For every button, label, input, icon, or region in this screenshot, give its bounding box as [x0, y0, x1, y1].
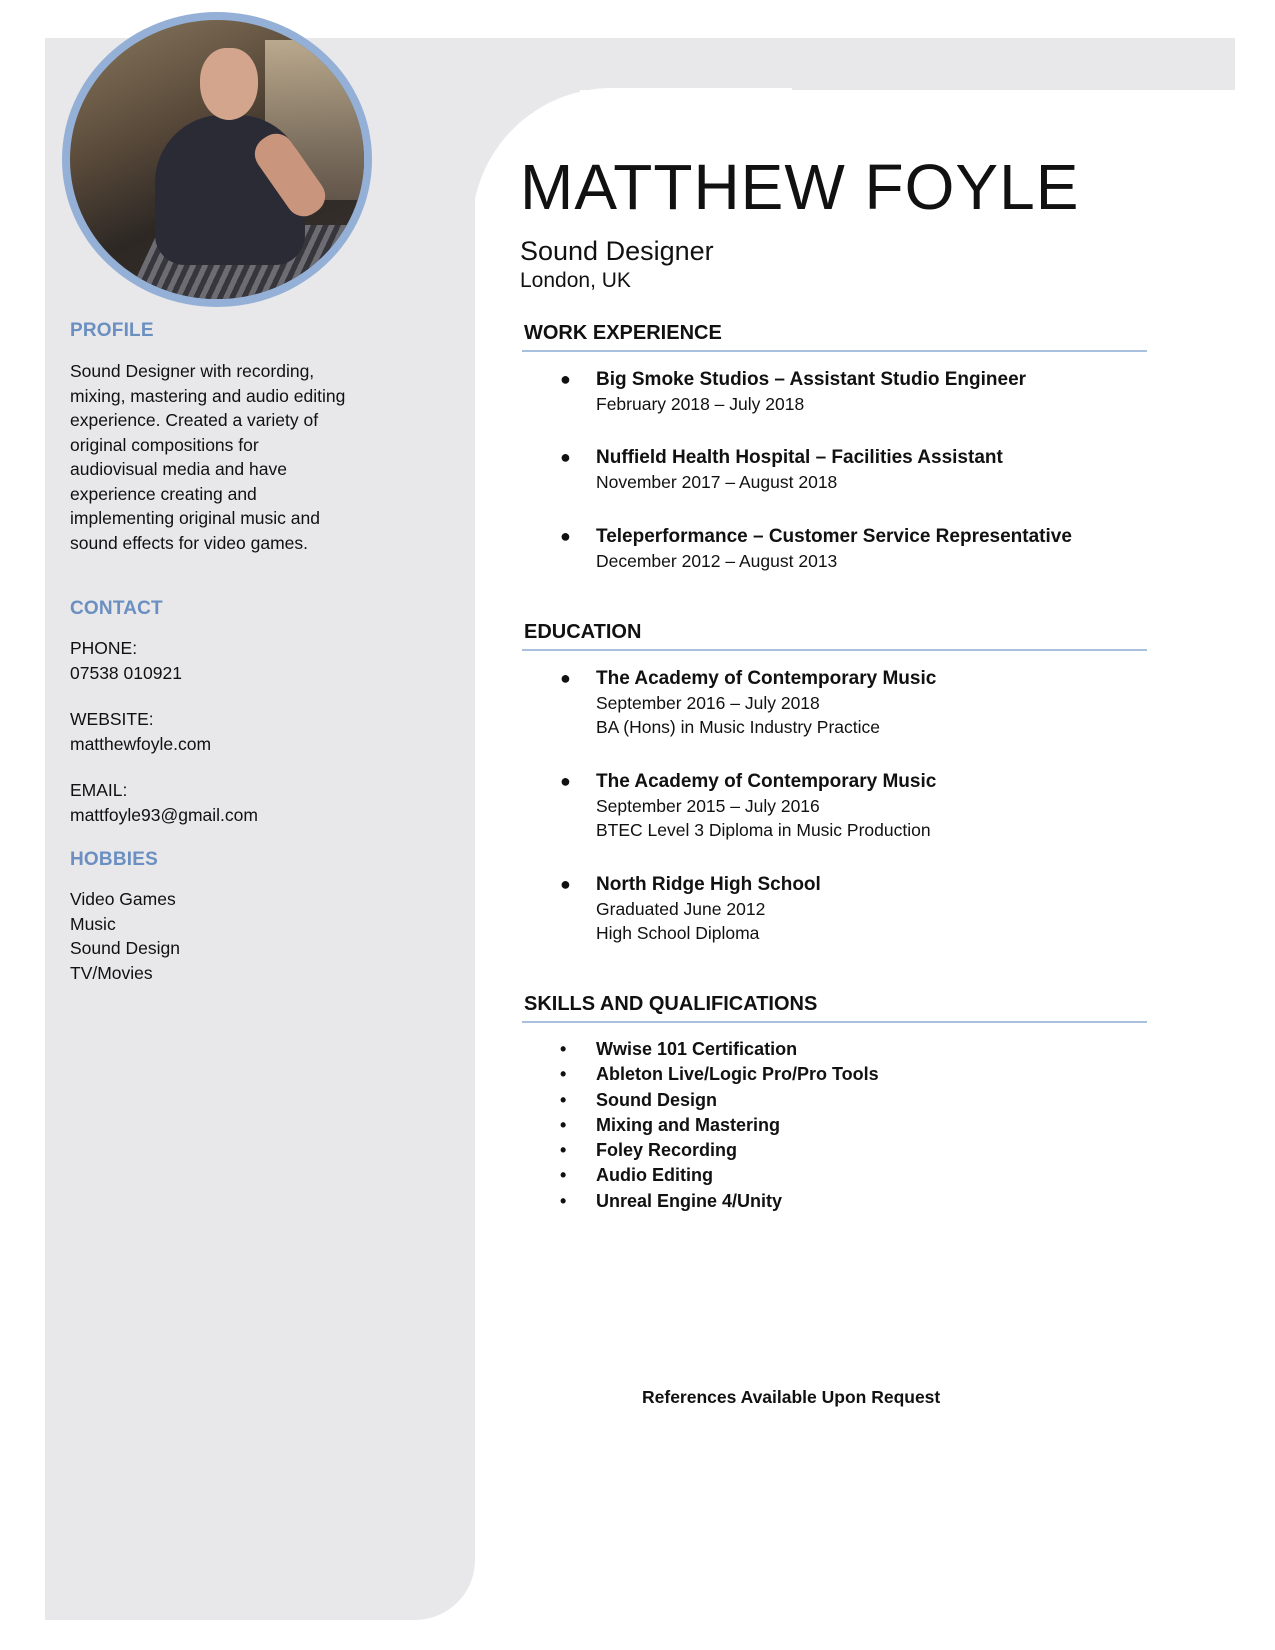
- education-qualification: BTEC Level 3 Diploma in Music Production: [596, 820, 931, 840]
- hobby-item: Video Games: [70, 889, 176, 909]
- photo-person-head: [200, 48, 258, 120]
- section-divider: [522, 1021, 1147, 1023]
- profile-photo: [62, 12, 372, 307]
- profile-line: experience. Created a variety of: [70, 410, 319, 430]
- profile-line: mixing, mastering and audio editing: [70, 385, 346, 406]
- profile-summary: [70, 359, 380, 555]
- website-label: WEBSITE:: [70, 709, 154, 729]
- skill-item: • Wwise 101 Certification: [560, 1037, 879, 1062]
- work-dates: December 2012 – August 2013: [596, 551, 838, 571]
- email-link[interactable]: mattfoyle93@gmail.com: [70, 804, 258, 825]
- education-heading: EDUCATION: [524, 621, 642, 643]
- section-divider: [522, 649, 1147, 651]
- bullet-icon: ●: [560, 526, 571, 546]
- profile-line: experience creating and: [70, 483, 257, 504]
- profile-line: audiovisual media and have: [70, 459, 287, 479]
- education-dates: September 2016 – July 2018: [596, 693, 820, 713]
- hobby-item: Music: [70, 913, 116, 934]
- hobby-item: Sound Design: [70, 938, 180, 958]
- work-dates: February 2018 – July 2018: [596, 394, 805, 414]
- work-entry: [560, 445, 1160, 494]
- contact-block: [70, 636, 380, 827]
- skill-item: • Foley Recording: [560, 1138, 879, 1163]
- bullet-icon: ●: [560, 771, 571, 791]
- website-link[interactable]: matthewfoyle.com: [70, 733, 212, 754]
- bullet-icon: ●: [560, 369, 571, 389]
- profile-line: Sound Designer with recording,: [70, 361, 315, 381]
- work-title: Teleperformance – Customer Service Representative: [596, 526, 1072, 547]
- profile-heading: PROFILE: [70, 320, 154, 341]
- contact-heading: CONTACT: [70, 598, 163, 619]
- education-qualification: High School Diploma: [596, 923, 760, 943]
- skill-item: • Sound Design: [560, 1088, 879, 1113]
- phone-label: PHONE:: [70, 638, 138, 658]
- job-title: Sound Designer: [520, 236, 714, 266]
- profile-line: implementing original music and: [70, 508, 320, 528]
- skill-item: • Unreal Engine 4/Unity: [560, 1189, 879, 1214]
- candidate-name: MATTHEW FOYLE: [520, 151, 1080, 223]
- skills-list: [560, 1037, 879, 1214]
- hobbies-heading: HOBBIES: [70, 849, 158, 870]
- bullet-icon: ●: [560, 447, 571, 467]
- work-entry: [560, 524, 1160, 573]
- work-title: Big Smoke Studios – Assistant Studio Engineer: [596, 369, 1027, 390]
- location: London, UK: [520, 269, 631, 292]
- school-name: The Academy of Contemporary Music: [596, 771, 937, 792]
- bullet-icon: ●: [560, 874, 571, 894]
- education-entry: [560, 769, 1160, 842]
- profile-line: original compositions for: [70, 434, 259, 455]
- skills-heading: SKILLS AND QUALIFICATIONS: [524, 993, 818, 1015]
- education-dates: September 2015 – July 2016: [596, 796, 820, 816]
- profile-line: sound effects for video games.: [70, 532, 309, 553]
- work-experience-heading: WORK EXPERIENCE: [524, 322, 722, 344]
- hobby-item: TV/Movies: [70, 962, 153, 983]
- education-entry: [560, 666, 1160, 739]
- work-dates: November 2017 – August 2018: [596, 472, 838, 492]
- references-note: References Available Upon Request: [642, 1387, 941, 1407]
- education-qualification: BA (Hons) in Music Industry Practice: [596, 717, 880, 737]
- skill-item: • Ableton Live/Logic Pro/Pro Tools: [560, 1062, 879, 1087]
- phone-number: 07538 010921: [70, 662, 182, 683]
- education-dates: Graduated June 2012: [596, 899, 766, 919]
- section-divider: [522, 350, 1147, 352]
- school-name: North Ridge High School: [596, 874, 821, 895]
- work-title: Nuffield Health Hospital – Facilities Assistant: [596, 447, 1003, 468]
- education-entry: [560, 872, 1160, 945]
- skill-item: • Mixing and Mastering: [560, 1113, 879, 1138]
- bullet-icon: ●: [560, 668, 571, 688]
- hobbies-list: [70, 887, 380, 985]
- work-entry: [560, 367, 1160, 416]
- skill-item: • Audio Editing: [560, 1163, 879, 1188]
- school-name: The Academy of Contemporary Music: [596, 668, 937, 689]
- email-label: EMAIL:: [70, 780, 128, 800]
